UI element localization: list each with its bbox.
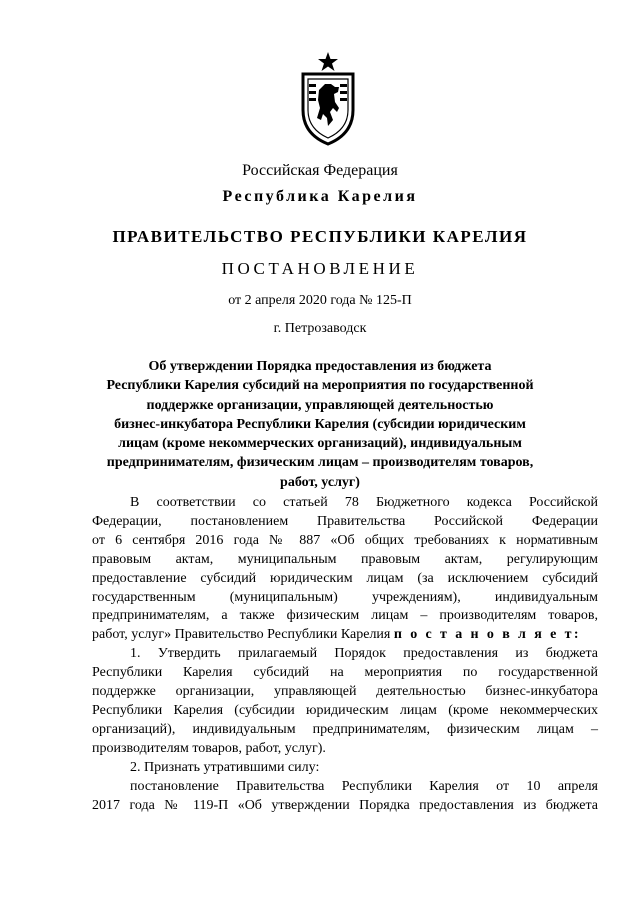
- body-line: В соответствии со статьей 78 Бюджетного кодекса Российской: [130, 495, 598, 510]
- document-body: [92, 494, 598, 815]
- subject-line: Республики Карелия субсидий на мероприятия по государственной: [106, 378, 534, 394]
- karelia-coat-of-arms-icon: [297, 50, 359, 146]
- body-line: Республики Карелия субсидий на мероприятия по государственной: [92, 665, 598, 681]
- government-title: ПРАВИТЕЛЬСТВО РЕСПУБЛИКИ КАРЕЛИЯ: [112, 227, 528, 246]
- subject-line: бизнес-инкубатора Республики Карелия (субсидии юридическим: [114, 416, 526, 432]
- body-line: поддержке организации, управляющей деятельностью бизнес-инкубатора: [92, 684, 598, 700]
- body-line: 2. Признать утратившими силу:: [130, 759, 320, 775]
- document-city: г. Петрозаводск: [273, 321, 367, 336]
- country-name: Российская Федерация: [242, 162, 398, 179]
- body-line: государственным (муниципальным) учреждениям), индивидуальным: [92, 589, 598, 605]
- body-line: 1. Утвердить прилагаемый Порядок предоставления из бюджета: [130, 646, 598, 662]
- body-line: от 6 сентября 2016 года № 887 «Об общих требованиях к нормативным: [92, 532, 598, 548]
- body-line: работ, услуг» Правительство Республики Карелия: [92, 627, 391, 643]
- subject-line: поддержке организации, управляющей деятельностью: [146, 397, 494, 413]
- subject-line: предпринимателям, физическим лицам – производителям товаров,: [106, 455, 534, 471]
- subject-line: Об утверждении Порядка предоставления из бюджета: [148, 359, 492, 374]
- document-date-number: от 2 апреля 2020 года № 125-П: [228, 293, 412, 308]
- body-line: Федерации, постановлением Правительства Российской Федерации: [92, 513, 598, 529]
- body-line: правовым актам, муниципальным правовым актам, регулирующим: [92, 551, 598, 567]
- body-line: 2017 года № 119-П «Об утверждении Порядка предоставления из бюджета: [92, 797, 598, 813]
- subject-line: работ, услуг): [280, 474, 360, 490]
- document-subject: [90, 357, 550, 492]
- body-line-resolution: [92, 626, 598, 645]
- body-line: организаций), индивидуальным предпринимателям, физическим лицам –: [92, 721, 598, 737]
- subject-line: лицам (кроме некоммерческих организаций), индивидуальным: [118, 436, 522, 452]
- body-line: производителям товаров, работ, услуг).: [92, 740, 326, 756]
- body-line: предпринимателям, а также физическим лицам – производителям товаров,: [92, 608, 598, 624]
- resolves-word: п о с т а н о в л я е т:: [393, 627, 581, 643]
- republic-name: Республика Карелия: [222, 188, 418, 205]
- body-line: предоставление субсидий юридическим лицам (за исключением субсидий: [92, 570, 598, 586]
- document-type: ПОСТАНОВЛЕНИЕ: [221, 259, 419, 278]
- body-line: Республики Карелия (субсидии юридическим лицам (кроме некоммерческих: [92, 702, 598, 718]
- body-line: постановление Правительства Республики Карелия от 10 апреля: [130, 778, 598, 794]
